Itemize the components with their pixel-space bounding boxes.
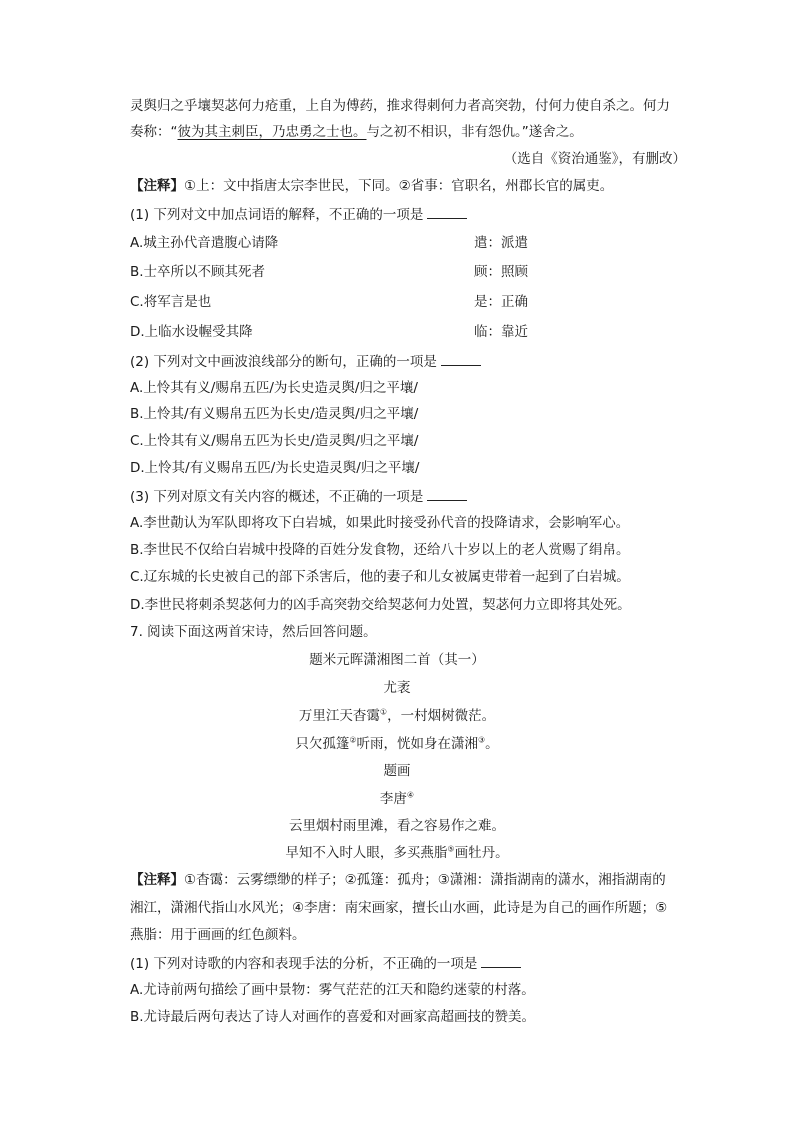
author-name: 李唐: [379, 791, 407, 807]
poem-text: 画牡丹。: [454, 845, 509, 861]
question-text: (1) 下列对诗歌的内容和表现手法的分析，不正确的一项是: [130, 956, 478, 972]
poem-2-line-1: 云里烟村雨里滩，看之容易作之难。: [289, 818, 505, 834]
passage-text: 与之初不相识，非有怨仇。”遂舍之。: [366, 124, 583, 140]
option-text: B.士卒所以不顾其死者: [130, 264, 266, 280]
option-d: [130, 322, 528, 342]
note-line: [130, 176, 613, 196]
poem-2-title: 题画: [383, 763, 411, 779]
footnote-marker: ①: [379, 707, 388, 717]
note-text: ①杳霭：云雾缥缈的样子；②孤篷：孤舟；③潇湘：潇指湖南的潇水，湘指湖南的: [184, 872, 666, 888]
note-line: [130, 870, 666, 890]
option-a: A.上怜其有义/赐帛五匹/为长史造灵舆/归之平壤/: [130, 380, 418, 396]
question-1-stem: [130, 204, 467, 225]
option-d: D.上怜其/有义赐帛五匹/为长史造灵舆/归之平壤/: [130, 460, 420, 476]
option-a: [130, 233, 528, 253]
answer-blank[interactable]: [441, 351, 481, 366]
option-c: C.辽东城的长史被自己的部下杀害后，他的妻子和儿女被属吏带着一起到了白岩城。: [130, 569, 630, 585]
option-b: [130, 262, 528, 282]
option-text: D.上临水设幄受其降: [130, 324, 253, 340]
answer-blank[interactable]: [427, 486, 467, 501]
note-label: 【注释】: [130, 178, 184, 194]
underlined-quote: 彼为其主刺臣，乃忠勇之士也。: [177, 124, 367, 140]
note-label: 【注释】: [130, 872, 184, 888]
question-text: (3) 下列对原文有关内容的概述，不正确的一项是: [130, 489, 424, 505]
poem-1-line-2: [0, 734, 794, 754]
poem-2-line-2: [0, 843, 794, 863]
option-gloss: 顾：照顾: [474, 264, 528, 280]
option-text: A.城主孙代音遣腹心请降: [130, 235, 279, 251]
footnote-marker: ⑤: [447, 844, 455, 854]
poem-question-1-stem: [130, 953, 521, 974]
poem-text: 听雨，恍如身在潇湘: [356, 736, 478, 752]
option-b: B.上怜其/有义赐帛五匹为长史/造灵舆/归之平壤/: [130, 406, 419, 422]
option-gloss: 临：靠近: [474, 324, 528, 340]
poem-1-author: 尤袤: [383, 680, 411, 696]
option-gloss: 遣：派遣: [474, 235, 528, 251]
option-c: [130, 292, 528, 312]
question-3-stem: [130, 486, 467, 507]
option-b: B.尤诗最后两句表达了诗人对画作的喜爱和对画家高超画技的赞美。: [130, 1009, 536, 1025]
answer-blank[interactable]: [481, 953, 521, 968]
poem-1-line-1: [0, 706, 794, 726]
poem-text: 万里江天杳霭: [298, 708, 380, 724]
poem-2-author: [0, 789, 794, 809]
poem-text: 。: [485, 736, 499, 752]
option-a: A.尤诗前两句描绘了画中景物：雾气茫茫的江天和隐约迷蒙的村落。: [130, 982, 535, 998]
poem-text: ，一村烟树微茫。: [387, 708, 496, 724]
footnote-marker: ④: [406, 790, 415, 800]
passage-line: 灵舆归之乎壤契苾何力疮重，上自为傅药，推求得刺何力者高突勃，付何力使自杀之。何力: [130, 98, 670, 114]
question-7-heading: 7. 阅读下面这两首宋诗，然后回答问题。: [130, 624, 377, 640]
option-d: D.李世民将刺杀契苾何力的凶手高突勃交给契苾何力处置，契苾何力立即将其处死。: [130, 597, 631, 613]
option-a: A.李世勣认为军队即将攻下白岩城，如果此时接受孙代音的投降请求，会影响军心。: [130, 515, 630, 531]
question-2-stem: [130, 351, 481, 372]
poem-text: 只欠孤篷: [295, 736, 350, 752]
poem-text: 早知不入时人眼，多买燕脂: [285, 845, 448, 861]
footnote-marker: ③: [478, 735, 486, 745]
passage-line: [130, 122, 583, 142]
note-line: 湘江，潇湘代指山水风光；④李唐：南宋画家，擅长山水画，此诗是为自己的画作所题；⑤: [130, 900, 668, 916]
source-citation: （选自《资治通鉴》，有删改）: [503, 151, 686, 167]
question-text: (2) 下列对文中画波浪线部分的断句，正确的一项是: [130, 354, 437, 370]
option-gloss: 是：正确: [474, 294, 528, 310]
answer-blank[interactable]: [427, 204, 467, 219]
passage-text: 奏称：“: [130, 124, 178, 140]
option-text: C.将军言是也: [130, 294, 212, 310]
note-text: ①上：文中指唐太宗李世民，下同。②省事：官职名，州郡长官的属吏。: [184, 178, 614, 194]
note-line: 燕脂：用于画画的红色颜料。: [130, 927, 306, 943]
option-b: B.李世民不仅给白岩城中投降的百姓分发食物，还给八十岁以上的老人赏赐了绢帛。: [130, 542, 630, 558]
footnote-marker: ②: [349, 735, 357, 745]
option-c: C.上怜其有义/赐帛五匹为长史/造灵舆/归之平壤/: [130, 433, 419, 449]
question-text: (1) 下列对文中加点词语的解释，不正确的一项是: [130, 207, 424, 223]
poem-1-title: 题米元晖潇湘图二首（其一）: [309, 652, 485, 668]
